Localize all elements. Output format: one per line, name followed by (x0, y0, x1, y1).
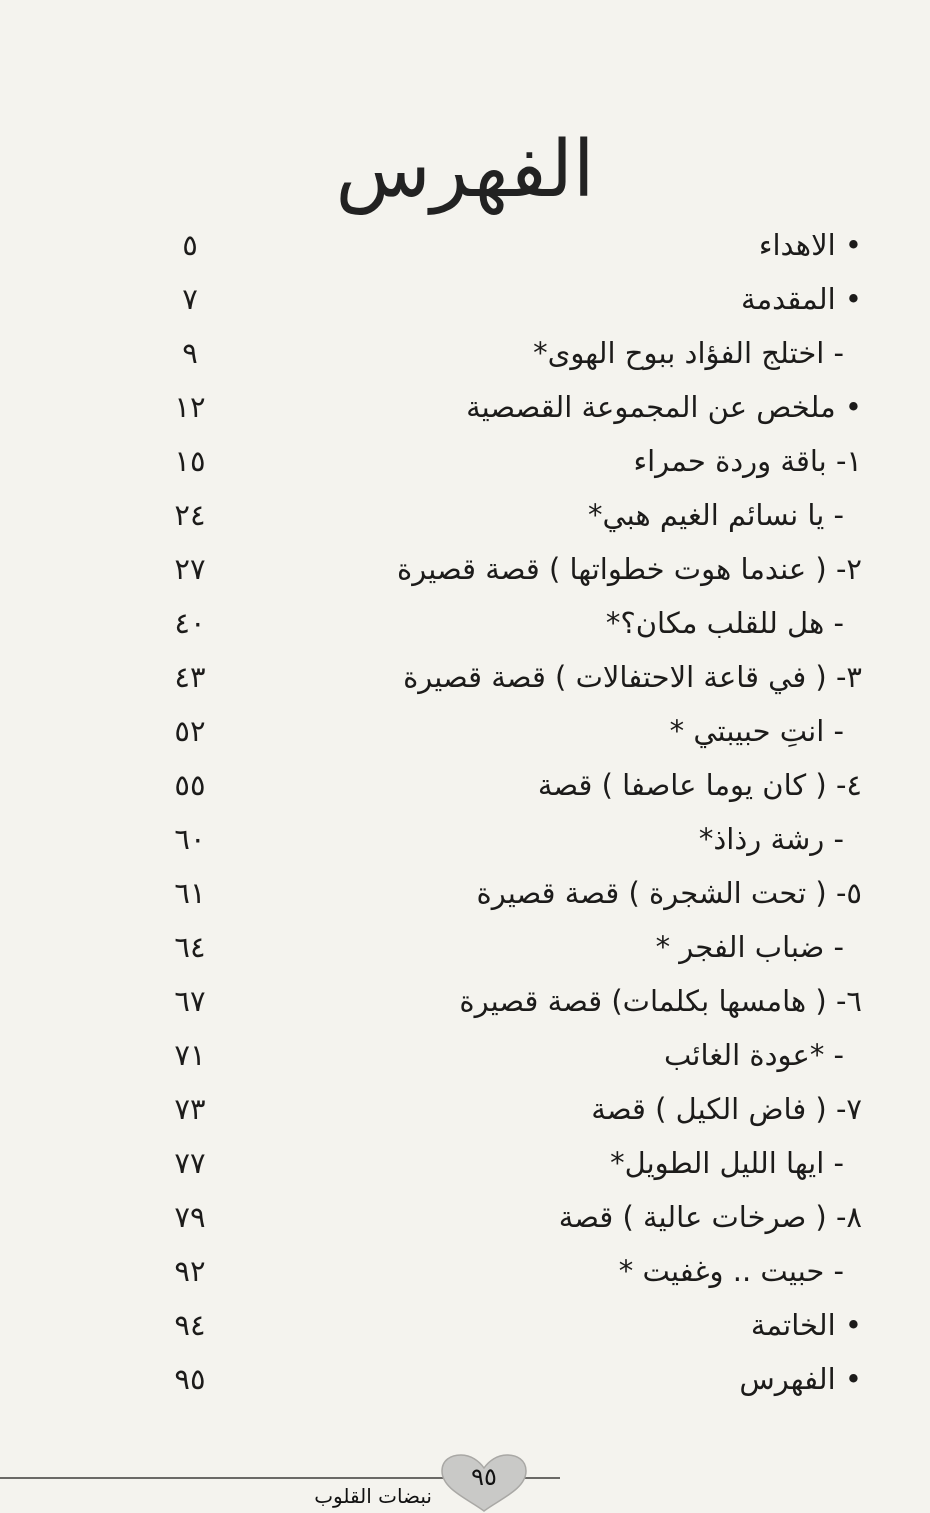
toc-row (0, 488, 930, 542)
toc-entry: ٣- ( في قاعة الاحتفالات ) قصة قصيرة (403, 660, 862, 694)
toc-sub-entry: - رشة رذاذ* (698, 822, 844, 856)
toc-page-number: ٩٤ (174, 1308, 206, 1342)
toc-row (0, 650, 930, 704)
toc-page-number: ٦١ (174, 876, 206, 910)
toc-sub-entry: - ايها الليل الطويل* (610, 1146, 844, 1180)
toc-sub-entry: - *عودة الغائب (663, 1038, 844, 1072)
toc-row (0, 434, 930, 488)
toc-row (0, 920, 930, 974)
toc-page-number: ٦٧ (174, 984, 206, 1018)
toc-row (0, 704, 930, 758)
toc-page-number: ٧٣ (174, 1092, 206, 1126)
toc-sub-entry: - ضباب الفجر * (655, 930, 844, 964)
toc-page-number: ٢٤ (174, 498, 206, 532)
toc-row (0, 1352, 930, 1406)
toc-entry: • الفهرس (739, 1362, 862, 1396)
toc-row (0, 1298, 930, 1352)
toc-entry: • الاهداء (758, 228, 862, 262)
toc-entry: • الخاتمة (750, 1308, 862, 1342)
toc-row (0, 1028, 930, 1082)
toc-entry: ٦- ( هامسها بكلمات) قصة قصيرة (459, 984, 862, 1018)
toc-sub-entry: - انتِ حبيبتي * (669, 714, 844, 748)
toc-row (0, 812, 930, 866)
toc-entry: • ملخص عن المجموعة القصصية (466, 390, 862, 424)
page-title: الفهرس (335, 125, 595, 215)
toc-sub-entry: - يا نسائم الغيم هبي* (587, 498, 844, 532)
toc-entry: ١- باقة وردة حمراء (633, 444, 862, 478)
toc-sub-entry: - حبيت .. وغفيت * (618, 1254, 844, 1288)
toc-row (0, 380, 930, 434)
toc-row (0, 758, 930, 812)
toc-page-number: ٦٠ (174, 822, 206, 856)
toc-row (0, 218, 930, 272)
toc-page-number: ٤٠ (174, 606, 206, 640)
toc-page-number: ٢٧ (174, 552, 206, 586)
toc-row (0, 1136, 930, 1190)
toc-entry: ٨- ( صرخات عالية ) قصة (558, 1200, 862, 1234)
toc-entry: ٤- ( كان يوما عاصفا ) قصة (537, 768, 862, 802)
toc-page-number: ٩ (182, 336, 198, 370)
toc-sub-entry: - اختلج الفؤاد ببوح الهوى* (533, 336, 844, 370)
toc-row (0, 326, 930, 380)
toc-entry: ٥- ( تحت الشجرة ) قصة قصيرة (476, 876, 862, 910)
toc-row (0, 1190, 930, 1244)
toc-page-number: ١٥ (174, 444, 206, 478)
toc-sub-entry: - هل للقلب مكان؟* (605, 606, 844, 640)
toc-row (0, 272, 930, 326)
toc-entry: ٧- ( فاض الكيل ) قصة (591, 1092, 862, 1126)
toc-row (0, 866, 930, 920)
toc-page-number: ٥ (182, 228, 198, 262)
toc-row (0, 542, 930, 596)
toc-page-number: ٧١ (174, 1038, 206, 1072)
toc-page-number: ٧٧ (174, 1146, 206, 1180)
footer-book-title: نبضات القلوب (314, 1484, 432, 1508)
toc-page-number: ٤٣ (174, 660, 206, 694)
toc-page-number: ٧٩ (174, 1200, 206, 1234)
toc-page-number: ٥٢ (174, 714, 206, 748)
toc-page-number: ٥٥ (174, 768, 206, 802)
toc-page-number: ٩٥ (174, 1362, 206, 1396)
toc-page-number: ٩٢ (174, 1254, 206, 1288)
toc-row (0, 1082, 930, 1136)
toc-entry: • المقدمة (741, 282, 862, 316)
toc-page-number: ١٢ (174, 390, 206, 424)
toc-row (0, 596, 930, 650)
toc-page-number: ٧ (182, 282, 198, 316)
footer-page-number: ٩٥ (471, 1463, 497, 1491)
toc-entry: ٢- ( عندما هوت خطواتها ) قصة قصيرة (397, 552, 862, 586)
toc-page-number: ٦٤ (174, 930, 206, 964)
toc-row (0, 1244, 930, 1298)
toc-row (0, 974, 930, 1028)
